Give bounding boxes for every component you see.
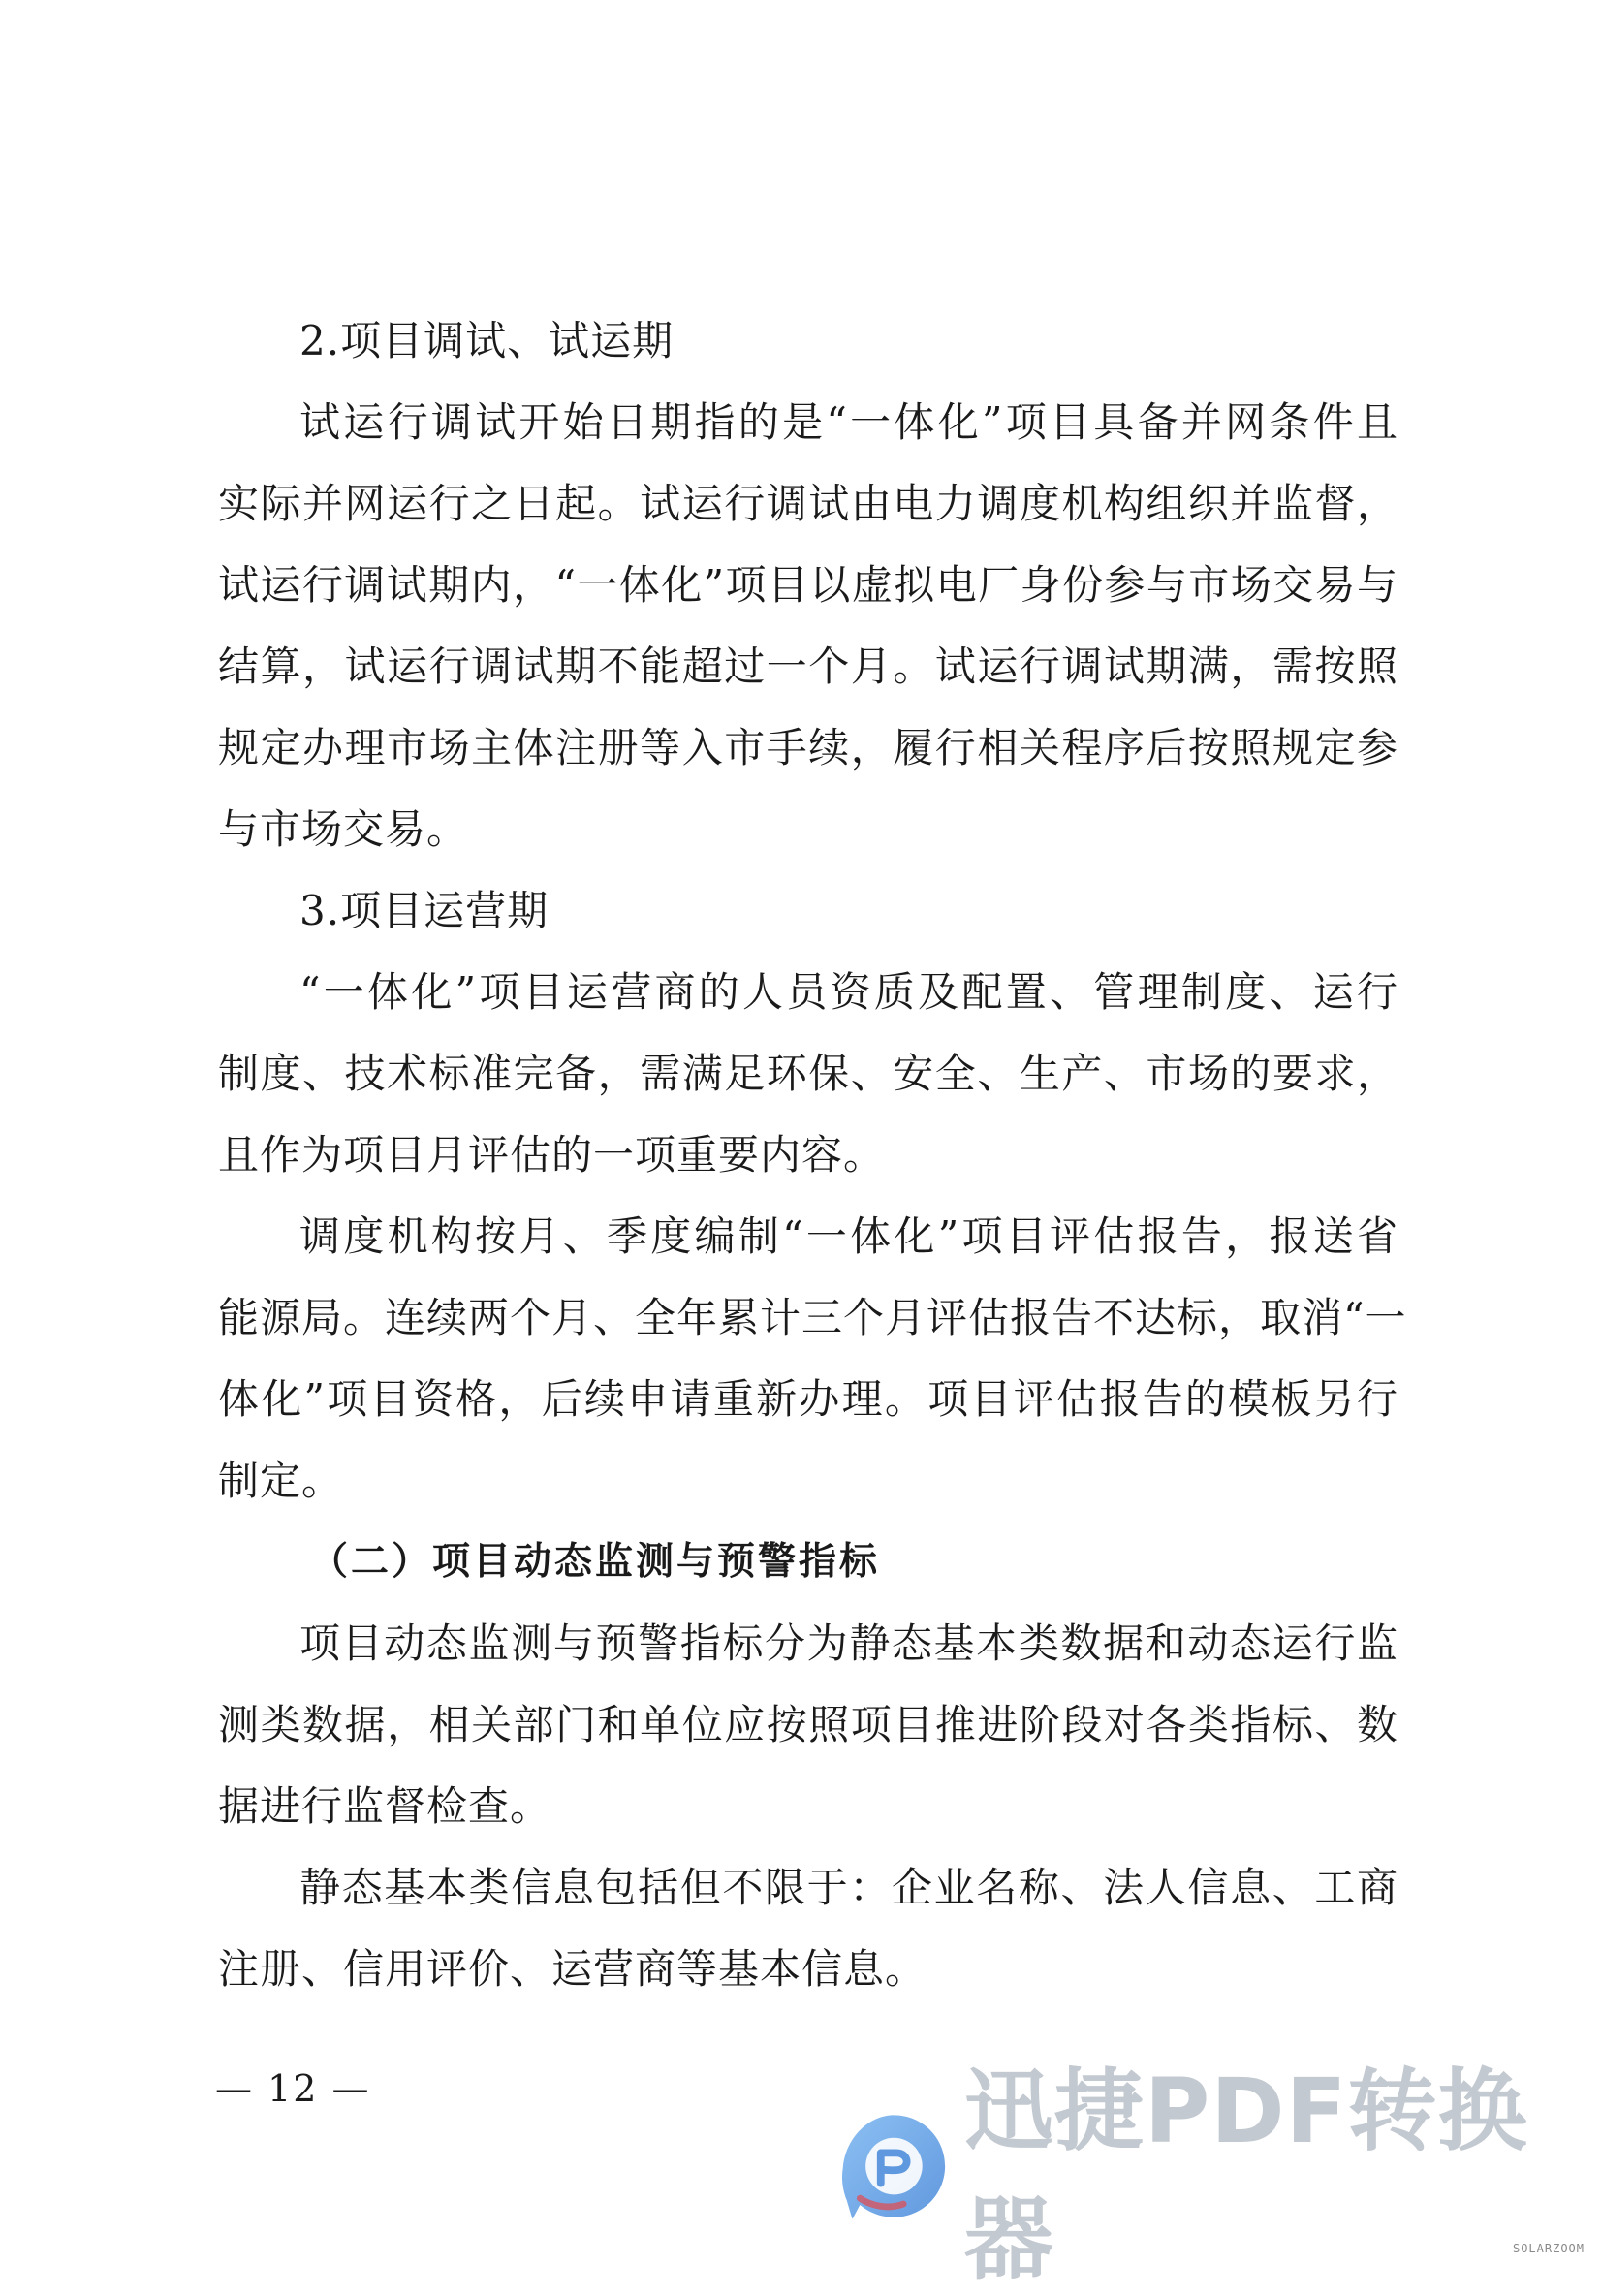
paragraph-line: 注册、信用评价、运营商等基本信息。 xyxy=(218,1945,927,1993)
paragraph-line: 体化”项目资格，后续申请重新办理。项目评估报告的模板另行 xyxy=(218,1375,1398,1423)
paragraph-line: 结算，试运行调试期不能超过一个月。试运行调试期满，需按照 xyxy=(218,643,1398,690)
paragraph-line: 制定。 xyxy=(218,1457,344,1504)
section-heading-trial-period: 2.项目调试、试运期 xyxy=(299,317,675,364)
paragraph-line: 试运行调试开始日期指的是“一体化”项目具备并网条件且 xyxy=(299,398,1398,446)
paragraph-line: “一体化”项目运营商的人员资质及配置、管理制度、运行 xyxy=(299,968,1398,1016)
paragraph-line: 据进行监督检查。 xyxy=(218,1782,552,1830)
paragraph-line: 调度机构按月、季度编制“一体化”项目评估报告，报送省 xyxy=(299,1212,1398,1260)
section-heading-monitoring: （二）项目动态监测与预警指标 xyxy=(310,1540,881,1584)
paragraph-line: 测类数据，相关部门和单位应按照项目推进阶段对各类指标、数 xyxy=(218,1701,1398,1748)
section-heading-operation-period: 3.项目运营期 xyxy=(299,887,550,934)
paragraph-line: 制度、技术标准完备，需满足环保、安全、生产、市场的要求， xyxy=(218,1050,1398,1097)
paragraph-line: 且作为项目月评估的一项重要内容。 xyxy=(218,1131,886,1179)
body-text xyxy=(218,300,1407,2010)
page-number: — 12 — xyxy=(215,2067,371,2110)
paragraph-line: 规定办理市场主体注册等入市手续，履行相关程序后按照规定参 xyxy=(218,724,1398,771)
paragraph-line: 项目动态监测与预警指标分为静态基本类数据和动态运行监 xyxy=(299,1620,1398,1667)
paragraph-line: 能源局。连续两个月、全年累计三个月评估报告不达标，取消“一 xyxy=(218,1294,1407,1341)
watermark-brand-text: 迅捷PDF转换器 xyxy=(963,2060,1528,2291)
site-watermark: SOLARZOOM xyxy=(1512,2242,1585,2255)
paragraph-line: 实际并网运行之日起。试运行调试由电力调度机构组织并监督， xyxy=(218,480,1398,527)
paragraph-line: 静态基本类信息包括但不限于：企业名称、法人信息、工商 xyxy=(299,1864,1398,1911)
paragraph-line: 试运行调试期内，“一体化”项目以虚拟电厂身份参与市场交易与 xyxy=(218,561,1398,609)
paragraph-line: 与市场交易。 xyxy=(218,805,469,853)
xunjie-pdf-logo-icon xyxy=(833,2106,955,2230)
